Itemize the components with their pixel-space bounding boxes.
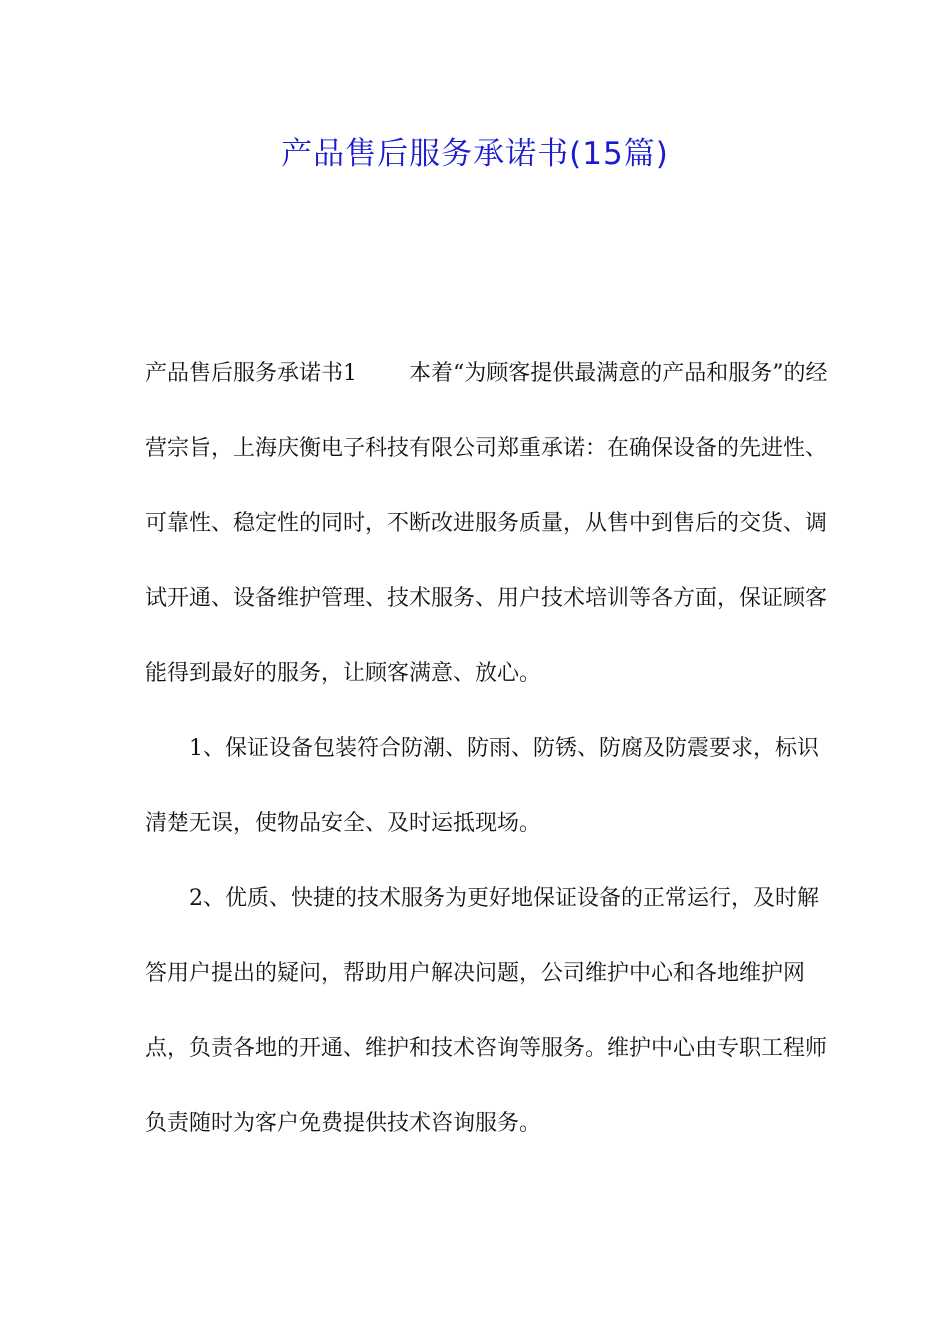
- paragraph-2: 1、保证设备包装符合防潮、防雨、防锈、防腐及防震要求，标识清楚无误，使物品安全、及时运抵现场。: [145, 736, 819, 836]
- paragraph-1: [145, 336, 835, 711]
- document-title: 产品售后服务承诺书(15篇): [281, 136, 669, 172]
- section-heading: 产品售后服务承诺书1: [145, 361, 357, 386]
- document-body: [145, 336, 835, 1161]
- paragraph-3: 2、优质、快捷的技术服务为更好地保证设备的正常运行，及时解答用户提出的疑问，帮助用户解决问题，公司维护中心和各地维护网点，负责各地的开通、维护和技术咨询等服务。维护中心由专职工程师负责随时为客户免费提供技术咨询服务。: [145, 886, 828, 1136]
- paragraph-1-text: 本着“为顾客提供最满意的产品和服务”的经营宗旨，上海庆衡电子科技有限公司郑重承诺：在确保设备的先进性、可靠性、稳定性的同时，不断改进服务质量，从售中到售后的交货、调试开通、设备维护管理、技术服务、用户技术培训等各方面，保证顾客能得到最好的服务，让顾客满意、放心。: [145, 361, 828, 686]
